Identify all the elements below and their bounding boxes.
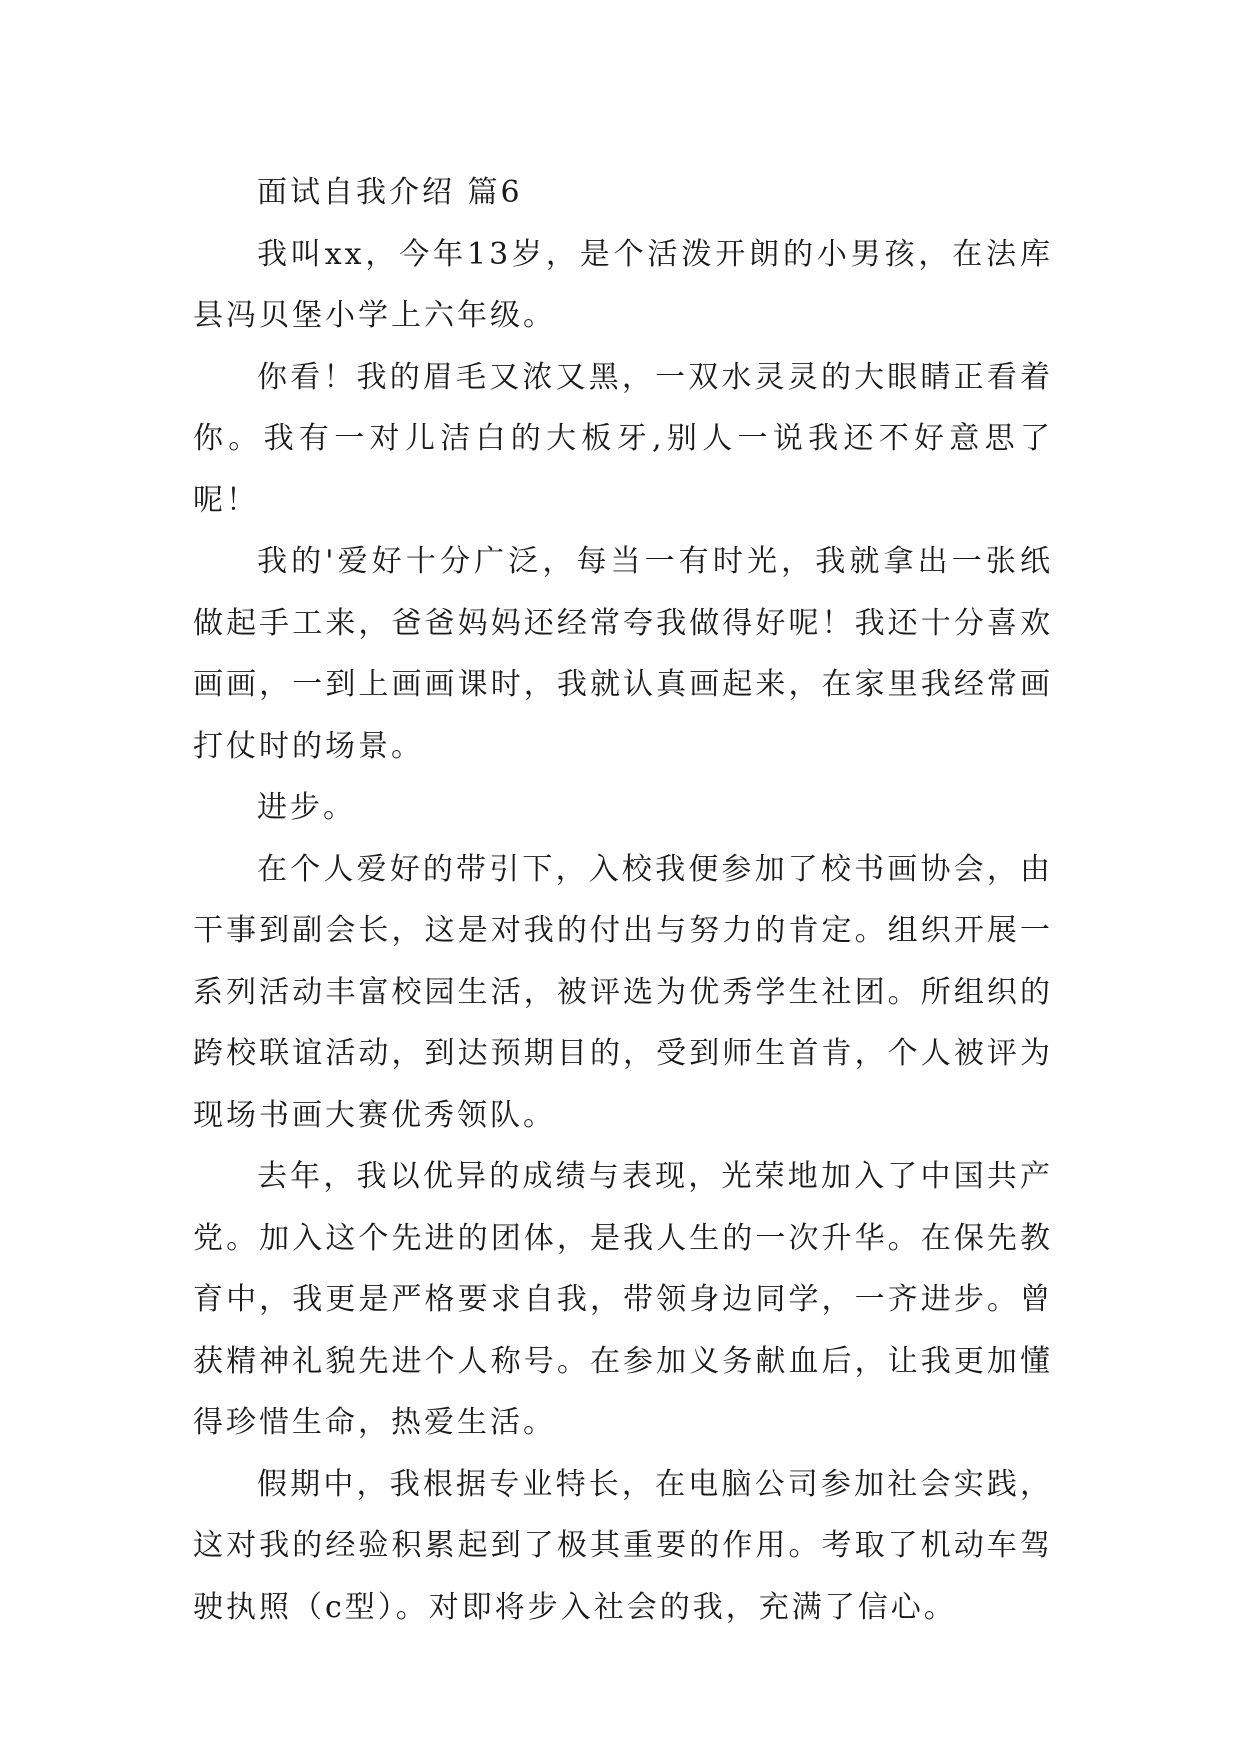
paragraph-3: 我的'爱好十分广泛，每当一有时光，我就拿出一张纸做起手工来，爸爸妈妈还经常夸我做得好呢！我还十分喜欢画画，一到上画画课时，我就认真画起来，在家里我经常画打仗时的场景。 — [193, 544, 1053, 764]
paragraph-4: 进步。 — [257, 790, 356, 825]
paragraph-6: 去年，我以优异的成绩与表现，光荣地加入了中国共产党。加入这个先进的团体，是我人生的一次升华。在保先教育中，我更是严格要求自我，带领身边同学，一齐进步。曾获精神礼貌先进个人称号。在参加义务献血后，让我更加懂得珍惜生命，热爱生活。 — [193, 1159, 1053, 1440]
paragraph-1: 我叫xx，今年13岁，是个活泼开朗的小男孩，在法库县冯贝堡小学上六年级。 — [193, 236, 1053, 333]
document-title: 面试自我介绍 篇6 — [257, 175, 523, 210]
paragraph-5: 在个人爱好的带引下，入校我便参加了校书画协会，由干事到副会长，这是对我的付出与努力的肯定。组织开展一系列活动丰富校园生活，被评选为优秀学生社团。所组织的跨校联谊活动，到达预期目的，受到师生首肯，个人被评为现场书画大赛优秀领队。 — [193, 851, 1053, 1133]
paragraph-2: 你看！我的眉毛又浓又黑，一双水灵灵的大眼睛正看着你。我有一对儿洁白的大板牙,别人一说我还不好意思了呢！ — [193, 359, 1053, 518]
document-body — [193, 162, 1053, 1638]
paragraph-7: 假期中，我根据专业特长，在电脑公司参加社会实践，这对我的经验积累起到了极其重要的作用。考取了机动车驾驶执照（c型）。对即将步入社会的我，充满了信心。 — [193, 1466, 1053, 1625]
